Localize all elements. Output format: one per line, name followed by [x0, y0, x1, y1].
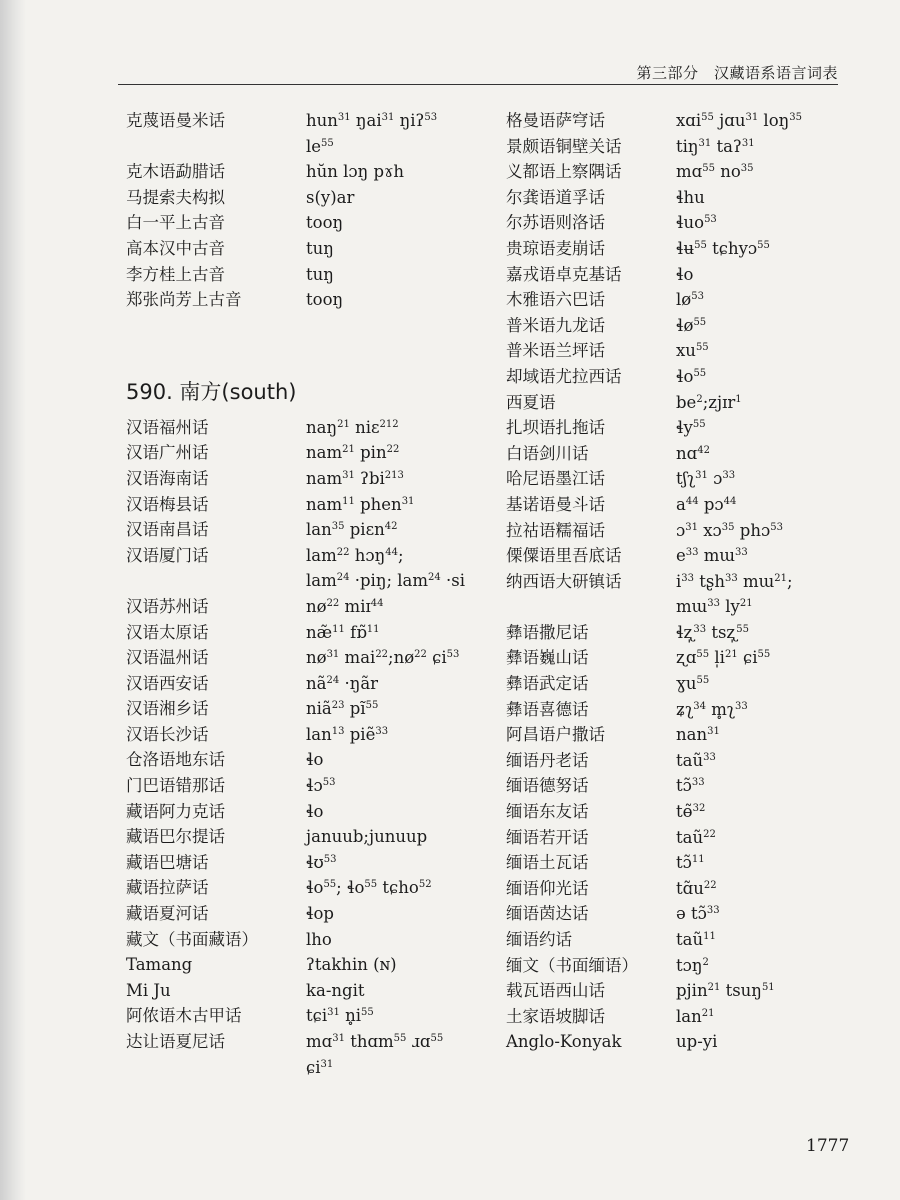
language-name: 载瓦语西山话 [506, 981, 605, 1001]
lexicon-entry [126, 159, 504, 185]
word-form: ɬo [306, 750, 324, 770]
lexicon-entry [126, 773, 504, 799]
word-form: tɔ̃$^{33}$ [676, 776, 705, 796]
lexicon-entry [506, 415, 846, 441]
lexicon-entry [506, 159, 846, 185]
section-gap [126, 313, 504, 377]
language-name: 藏语巴塘话 [126, 852, 209, 872]
word-form: tɵ̃$^{32}$ [676, 802, 706, 822]
lexicon-entry [506, 390, 846, 416]
right-column [506, 108, 846, 1055]
word-form: $nø^{31}$ $mai^{22};nø^{22}$ ɕi$^{53}$ [306, 648, 460, 668]
language-name: 哈尼语墨江话 [506, 469, 605, 489]
word-form: up-yi [676, 1032, 718, 1052]
language-name: 汉语长沙话 [126, 724, 209, 744]
word-form: tuŋ [306, 264, 334, 284]
word-form: ɬo$^{55}$; ɬo$^{55}$ tɕho$^{52}$ [306, 878, 432, 898]
lexicon-entry [126, 978, 504, 1004]
lexicon-entry [126, 875, 504, 901]
word-form: nam$^{11}$ phen$^{31}$ [306, 494, 415, 514]
word-form: lan$^{21}$ [676, 1006, 715, 1026]
word-form: tooŋ [306, 290, 344, 310]
word-form: nam$^{31}$ ʔbi$^{213}$ [306, 468, 404, 488]
lexicon-entry [126, 517, 504, 543]
lexicon-entry [506, 850, 846, 876]
language-name: 拉祜语糯福话 [506, 520, 605, 540]
lexicon-entry [506, 210, 846, 236]
language-name: 藏语阿力克话 [126, 801, 225, 821]
word-form: tɔ̃$^{11}$ [676, 853, 705, 873]
language-name: Mi Ju [126, 980, 171, 1000]
word-form: ʐɑ$^{55}$ $l̩i^{21}$ ɕi$^{55}$ [676, 648, 771, 668]
word-form: $xu^{55}$ [676, 341, 709, 361]
word-form: tɕi$^{31}$ $n̥i^{55}$ [306, 1006, 374, 1026]
language-name: 基诺语曼斗话 [506, 494, 605, 514]
lexicon-entry [126, 671, 504, 697]
lexicon-entry [506, 236, 846, 262]
word-form: niã$^{23}$ $pĩ^{55}$ [306, 699, 379, 719]
word-form: ɬop [306, 904, 334, 924]
lexicon-entry [506, 543, 846, 569]
lexicon-entry [126, 236, 504, 262]
lexicon-entry [126, 1003, 504, 1029]
language-name: 缅语仰光话 [506, 878, 589, 898]
language-name: 缅语东友话 [506, 802, 589, 822]
word-form: $nø^{22}$ miɪ$^{44}$ [306, 596, 384, 616]
language-name: 尔龚语道孚话 [506, 187, 605, 207]
language-name: 藏文（书面藏语） [126, 929, 258, 949]
header-rule [118, 84, 838, 85]
lexicon-entry [506, 364, 846, 390]
word-form: taũ$^{11}$ [676, 930, 716, 949]
language-name: 克木语勐腊话 [126, 162, 225, 182]
word-form: xɑi$^{55}$ jɑu$^{31}$ loŋ$^{35}$ [676, 111, 803, 130]
language-name: 格曼语萨穹话 [506, 111, 605, 130]
running-header: 第三部分 汉藏语系语言词表 [636, 64, 838, 82]
word-form: ka-ngit [306, 980, 365, 1000]
language-name: 仓洛语地东话 [126, 750, 225, 770]
word-form: ɬʐ̩$^{33}$ tsʐ̩$^{55}$ [676, 622, 750, 642]
language-name: 郑张尚芳上古音 [126, 290, 242, 310]
language-name: 缅语土瓦话 [506, 853, 589, 873]
language-name: 门巴语错那话 [126, 776, 225, 796]
word-form: januub;junuup [306, 827, 428, 847]
language-name: 汉语温州话 [126, 648, 209, 668]
language-name: 汉语南昌话 [126, 520, 209, 540]
lexicon-entry [506, 262, 846, 288]
lexicon-entry [506, 620, 846, 646]
lexicon-entry [506, 287, 846, 313]
language-name: 彝语撒尼话 [506, 622, 589, 642]
language-name: 义都语上察隅话 [506, 162, 622, 182]
language-name: 汉语梅县话 [126, 494, 209, 514]
lexicon-entry [506, 876, 846, 902]
lexicon-entry [506, 134, 846, 160]
lexicon-entry [506, 185, 846, 211]
language-name: 汉语太原话 [126, 622, 209, 642]
lexicon-entry [126, 696, 504, 722]
lexicon-entry [506, 1029, 846, 1055]
lexicon-entry [506, 901, 846, 927]
word-form: hŭn lɔŋ pɤh [306, 162, 405, 182]
word-form: $i^{33}$ tʂh$^{33}$ mɯ$^{21}$; mɯ$^{33}$ $ly^{21}$ [676, 571, 793, 617]
word-form: nam$^{21}$ pin$^{22}$ [306, 443, 400, 463]
word-form: ɬo [306, 801, 324, 821]
language-name: 汉语广州话 [126, 443, 209, 463]
lexicon-entry [506, 313, 846, 339]
word-form: næ̃$^{11}$ fɒ̃$^{11}$ [306, 622, 380, 642]
lexicon-entry [126, 492, 504, 518]
language-name: 嘉戎语卓克基话 [506, 264, 622, 284]
word-form: ɔ$^{31}$ xɔ$^{35}$ phɔ$^{53}$ [676, 520, 783, 540]
language-name: 彝语武定话 [506, 674, 589, 694]
language-name: 藏语巴尔提话 [126, 827, 225, 847]
language-name: 土家语坡脚话 [506, 1006, 605, 1026]
language-name: 缅语若开话 [506, 827, 589, 847]
lexicon-entry [126, 108, 504, 159]
language-name: 缅语茵达话 [506, 904, 589, 924]
word-form: mɑ$^{31}$ thɑm$^{55}$ ɹɑ$^{55}$ ɕi$^{31}$ [306, 1032, 444, 1077]
language-name: 汉语苏州话 [126, 596, 209, 616]
page-spine-shadow [0, 0, 26, 1200]
lexicon-entry [126, 747, 504, 773]
language-name: 克蔑语曼米话 [126, 111, 225, 130]
language-name: 西夏语 [506, 392, 556, 412]
word-form: lam$^{22}$ hɔŋ$^{44}$; lam$^{24}$ ·piŋ; lam$^{24}$ ·si [306, 545, 465, 591]
left-top-entries [126, 108, 504, 313]
lexicon-entry [506, 338, 846, 364]
lexicon-entry [506, 697, 846, 723]
language-name: 傈僳语里吾底话 [506, 546, 622, 566]
word-form: naŋ$^{21}$ niɛ$^{212}$ [306, 417, 399, 437]
lexicon-entry [506, 466, 846, 492]
word-form: mɑ$^{55}$ $no^{35}$ [676, 162, 754, 182]
language-name: 彝语巍山话 [506, 648, 589, 668]
lexicon-entry [126, 799, 504, 825]
left-column [126, 108, 504, 1080]
language-name: 木雅语六巴话 [506, 290, 605, 310]
language-name: 汉语湘乡话 [126, 699, 209, 719]
word-form: ɬɔ$^{53}$ [306, 776, 336, 796]
lexicon-entry [126, 901, 504, 927]
word-form: tuŋ [306, 238, 334, 258]
word-form: pjin$^{21}$ tsuŋ$^{51}$ [676, 981, 775, 1001]
language-name: 纳西语大研镇话 [506, 571, 622, 591]
language-name: 高本汉中古音 [126, 238, 225, 258]
lexicon-entry [126, 722, 504, 748]
lexicon-entry [126, 1029, 504, 1080]
lexicon-entry [506, 927, 846, 953]
language-name: 汉语福州话 [126, 417, 209, 437]
word-form: $tɑ̃u^{22}$ [676, 878, 717, 898]
lexicon-entry [506, 722, 846, 748]
word-form: s(y)ar [306, 187, 355, 207]
word-form: $e^{33}$ mɯ$^{33}$ [676, 546, 748, 566]
word-form: ɬo$^{55}$ [676, 366, 707, 386]
word-form: $nã^{24}$ ·ŋãr [306, 673, 379, 693]
right-entries [506, 108, 846, 1055]
lexicon-entry [506, 748, 846, 774]
language-name: 白一平上古音 [126, 213, 225, 233]
language-name: 却域语尤拉西话 [506, 366, 622, 386]
lexicon-entry [126, 850, 504, 876]
word-form: ɬʉ$^{55}$ tɕhyɔ$^{55}$ [676, 238, 770, 258]
word-form: tʃʅ$^{31}$ ɔ$^{33}$ [676, 469, 736, 489]
language-name: 扎坝语扎拖话 [506, 418, 605, 438]
lexicon-entry [506, 953, 846, 979]
word-form: nan$^{31}$ [676, 725, 720, 745]
language-name: 缅文（书面缅语） [506, 955, 638, 975]
language-name: 阿侬语木古甲话 [126, 1006, 242, 1026]
lexicon-entry [126, 440, 504, 466]
word-form: tɔŋ$^2$ [676, 955, 709, 975]
lexicon-entry [126, 185, 504, 211]
word-form: ʑʅ$^{34}$ m̥ʅ$^{33}$ [676, 699, 748, 719]
lexicon-entry [506, 799, 846, 825]
word-form: ɬo [676, 264, 694, 284]
word-form: tiŋ$^{31}$ taʔ$^{31}$ [676, 136, 755, 156]
left-bottom-entries [126, 415, 504, 1080]
lexicon-entry [506, 441, 846, 467]
language-name: 汉语厦门话 [126, 545, 209, 565]
language-name: 贵琼语麦崩话 [506, 238, 605, 258]
lexicon-entry [126, 620, 504, 646]
word-form: lan$^{13}$ piẽ$^{33}$ [306, 724, 389, 744]
language-name: 缅语德努话 [506, 776, 589, 796]
word-form: ɬʊ$^{53}$ [306, 852, 337, 872]
language-name: 景颇语铜壁关话 [506, 136, 622, 156]
word-form: $lø^{53}$ [676, 290, 704, 310]
lexicon-entry [506, 518, 846, 544]
word-form: $be^2;zjɪr^1$ [676, 392, 742, 412]
word-form: ɬø$^{55}$ [676, 315, 707, 335]
language-name: 马提索夫构拟 [126, 187, 225, 207]
word-form: tooŋ [306, 213, 344, 233]
lexicon-entry [126, 594, 504, 620]
lexicon-entry [506, 978, 846, 1004]
language-name: 普米语兰坪话 [506, 341, 605, 361]
lexicon-entry [126, 415, 504, 441]
lexicon-entry [506, 825, 846, 851]
word-form: $a^{44}$ pɔ$^{44}$ [676, 494, 737, 514]
word-form: ɬuo$^{53}$ [676, 213, 717, 233]
lexicon-entry [126, 824, 504, 850]
lexicon-entry [126, 287, 504, 313]
language-name: 缅语丹老话 [506, 750, 589, 770]
word-form: ə tɔ̃$^{33}$ [676, 904, 720, 924]
language-name: 白语剑川话 [506, 443, 589, 463]
lexicon-entry [126, 927, 504, 953]
word-form: taũ$^{22}$ [676, 827, 716, 847]
word-form: lho [306, 929, 332, 949]
lexicon-entry [506, 645, 846, 671]
word-form: nɑ$^{42}$ [676, 443, 710, 463]
language-name: Tamang [126, 955, 193, 975]
lexicon-entry [506, 773, 846, 799]
page-number: 1777 [806, 1136, 850, 1156]
lexicon-entry [126, 210, 504, 236]
lexicon-entry [506, 1004, 846, 1030]
language-name: 普米语九龙话 [506, 315, 605, 335]
word-form: ɬy$^{55}$ [676, 418, 706, 438]
language-name: 缅语约话 [506, 930, 572, 949]
word-form: hun$^{31}$ ŋai$^{31}$ ŋiʔ$^{53}$ $le^{55}$ [306, 111, 438, 156]
language-name: 藏语拉萨话 [126, 878, 209, 898]
lexicon-entry [126, 645, 504, 671]
language-name: 汉语西安话 [126, 673, 209, 693]
word-form: ʔtakhin (ɴ) [306, 955, 397, 975]
lexicon-entry [506, 569, 846, 620]
language-name: 李方桂上古音 [126, 264, 225, 284]
language-name: Anglo-Konyak [506, 1032, 622, 1052]
lexicon-entry [126, 952, 504, 978]
lexicon-entry [506, 671, 846, 697]
language-name: 汉语海南话 [126, 468, 209, 488]
word-form: taũ$^{33}$ [676, 750, 716, 770]
lexicon-entry [506, 492, 846, 518]
language-name: 尔苏语则洛话 [506, 213, 605, 233]
lexicon-entry [126, 262, 504, 288]
word-form: ɬhu [676, 187, 705, 207]
language-name: 藏语夏河话 [126, 904, 209, 924]
lexicon-entry [126, 466, 504, 492]
word-form: ɣu$^{55}$ [676, 674, 710, 694]
lexicon-entry [126, 543, 504, 594]
language-name: 达让语夏尼话 [126, 1032, 225, 1051]
language-name: 阿昌语户撒话 [506, 725, 605, 745]
section-title: 590. 南方(south) [126, 379, 297, 404]
lexicon-entry [506, 108, 846, 134]
word-form: lan$^{35}$ piɛn$^{42}$ [306, 520, 398, 540]
language-name: 彝语喜德话 [506, 699, 589, 719]
